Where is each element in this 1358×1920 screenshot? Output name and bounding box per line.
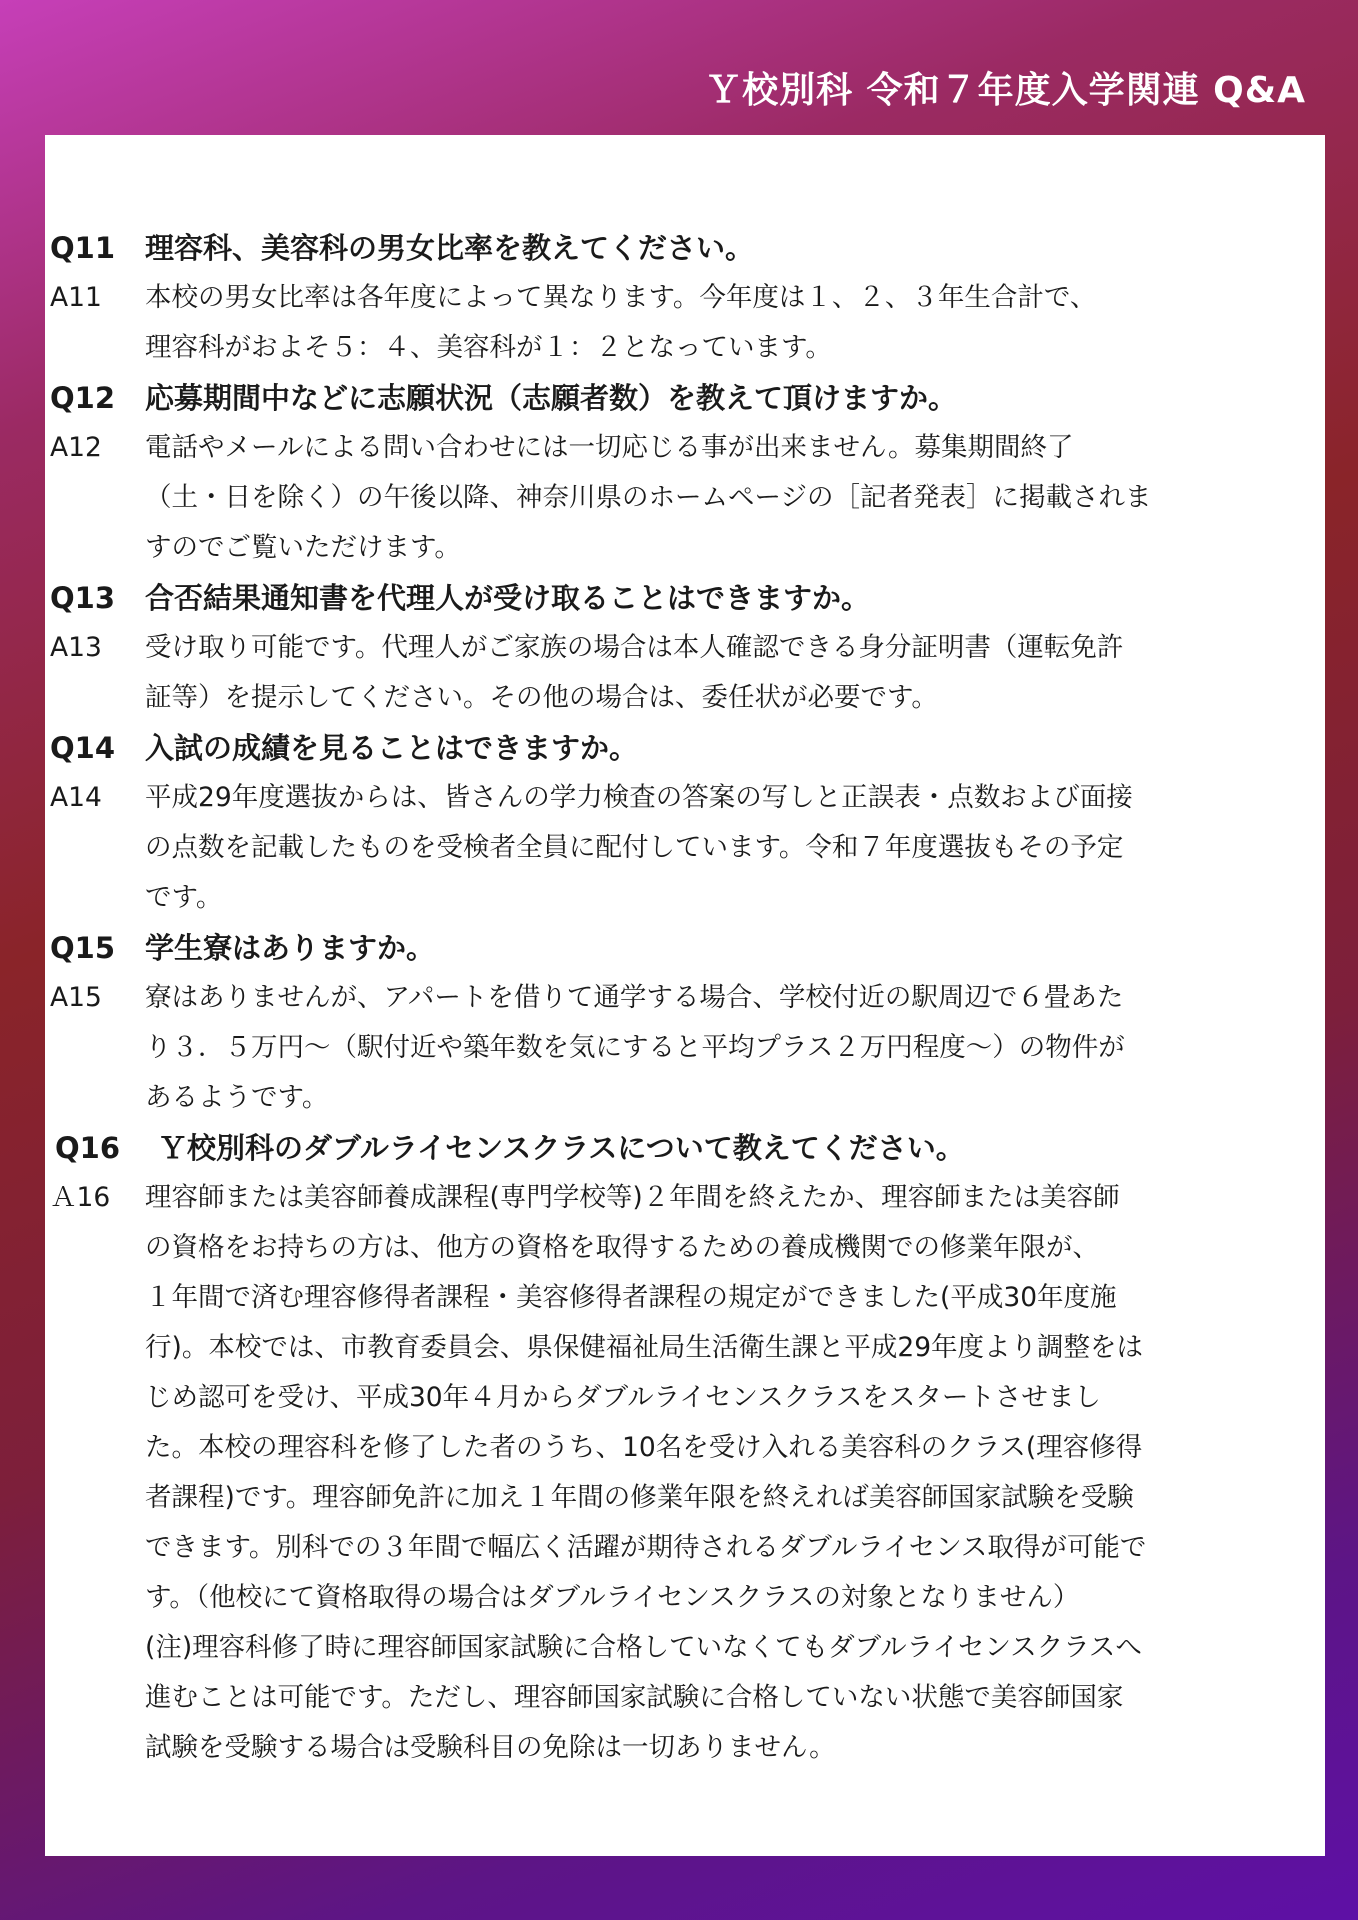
page-title: Ｙ校別科 令和７年度入学関連 Q&A [705,70,1306,111]
answer-text [145,273,1325,373]
answer-row [50,273,1325,373]
question-row [50,1123,1325,1173]
answer-text [145,423,1325,573]
question-text: Ｙ校別科のダブルライセンスクラスについて教えてください。 [158,1131,965,1165]
answer-text [145,973,1325,1123]
answer-row [50,973,1325,1123]
qa-item-11 [50,223,1325,373]
question-row [50,223,1325,273]
answer-row [50,1173,1325,1773]
answer-text [145,1173,1325,1773]
answer-line: できます。別科での３年間で幅広く活躍が期待されるダブルライセンス取得が可能で [145,1532,1147,1563]
qa-item-13 [50,573,1325,723]
answer-line: です。 [145,882,223,913]
answer-line: 理容科がおよそ５：４、美容科が１：２となっています。 [145,332,832,363]
answer-number: A13 [50,632,102,663]
answer-line: 本校の男女比率は各年度によって異なります。今年度は１、２、３年生合計で、 [145,282,1097,313]
qa-item-12 [50,373,1325,573]
content-panel [45,135,1325,1856]
answer-line: 証等）を提示してください。その他の場合は、委任状が必要です。 [145,682,938,713]
answer-line: た。本校の理容科を修了した者のうち、10名を受け入れる美容科のクラス(理容修得 [145,1432,1143,1463]
answer-line: 電話やメールによる問い合わせには一切応じる事が出来ません。募集期間終了 [145,432,1074,463]
question-row [50,923,1325,973]
answer-line: 寮はありませんが、アパートを借りて通学する場合、学校付近の駅周辺で６畳あた [145,982,1124,1013]
answer-line: 者課程)です。理容師免許に加え１年間の修業年限を終えれば美容師国家試験を受験 [145,1482,1134,1513]
answer-line: じめ認可を受け、平成30年４月からダブルライセンスクラスをスタートさせまし [145,1382,1101,1413]
answer-line: あるようです。 [145,1082,329,1113]
qa-item-14 [50,723,1325,923]
answer-line: （土・日を除く）の午後以降、神奈川県のホームページの［記者発表］に掲載されま [145,482,1152,513]
answer-line: １年間で済む理容修得者課程・美容修得者課程の規定ができました(平成30年度施 [145,1282,1117,1313]
question-number: Q15 [50,931,116,965]
answer-line: す。（他校にて資格取得の場合はダブルライセンスクラスの対象となりません） [145,1582,1080,1613]
question-text: 合否結果通知書を代理人が受け取ることはできますか。 [145,581,871,615]
question-text: 理容科、美容科の男女比率を教えてください。 [145,231,755,265]
answer-number: A14 [50,782,102,813]
answer-line: 行)。本校では、市教育委員会、県保健福祉局生活衛生課と平成29年度より調整をは [145,1332,1144,1363]
question-number: Q11 [50,231,116,265]
question-row [50,723,1325,773]
answer-number: Ａ16 [50,1182,111,1213]
question-text: 入試の成績を見ることはできますか。 [145,731,639,765]
question-row [50,573,1325,623]
question-number: Q13 [50,581,116,615]
answer-line: すのでご覧いただけます。 [145,532,461,563]
answer-number: A12 [50,432,102,463]
question-text: 学生寮はありますか。 [145,931,436,965]
question-row [50,373,1325,423]
answer-line: (注)理容科修了時に理容師国家試験に合格していなくてもダブルライセンスクラスへ [145,1632,1142,1663]
answer-row [50,773,1325,923]
answer-text [145,623,1325,723]
question-text: 応募期間中などに志願状況（志願者数）を教えて頂けますか。 [145,381,958,415]
question-number: Q14 [50,731,116,765]
question-number: Q16 [55,1131,121,1165]
answer-row [50,623,1325,723]
answer-line: 平成29年度選抜からは、皆さんの学力検査の答案の写しと正誤表・点数および面接 [145,782,1133,813]
answer-row [50,423,1325,573]
answer-line: り３．５万円～（駅付近や築年数を気にすると平均プラス２万円程度～）の物件が [145,1032,1125,1063]
qa-list [50,223,1325,1773]
question-number: Q12 [50,381,116,415]
answer-line: 受け取り可能です。代理人がご家族の場合は本人確認できる身分証明書（運転免許 [145,632,1124,663]
answer-number: A15 [50,982,102,1013]
answer-line: 試験を受験する場合は受験科目の免除は一切ありません。 [145,1732,836,1763]
qa-item-16 [50,1123,1325,1773]
answer-line: の資格をお持ちの方は、他方の資格を取得するための養成機関での修業年限が、 [145,1232,1099,1263]
answer-number: A11 [50,282,102,313]
answer-line: 理容師または美容師養成課程(専門学校等)２年間を終えたか、理容師または美容師 [145,1182,1120,1213]
answer-text [145,773,1325,923]
answer-line: の点数を記載したものを受検者全員に配付しています。令和７年度選抜もその予定 [145,832,1124,863]
qa-item-15 [50,923,1325,1123]
answer-line: 進むことは可能です。ただし、理容師国家試験に合格していない状態で美容師国家 [145,1682,1124,1713]
